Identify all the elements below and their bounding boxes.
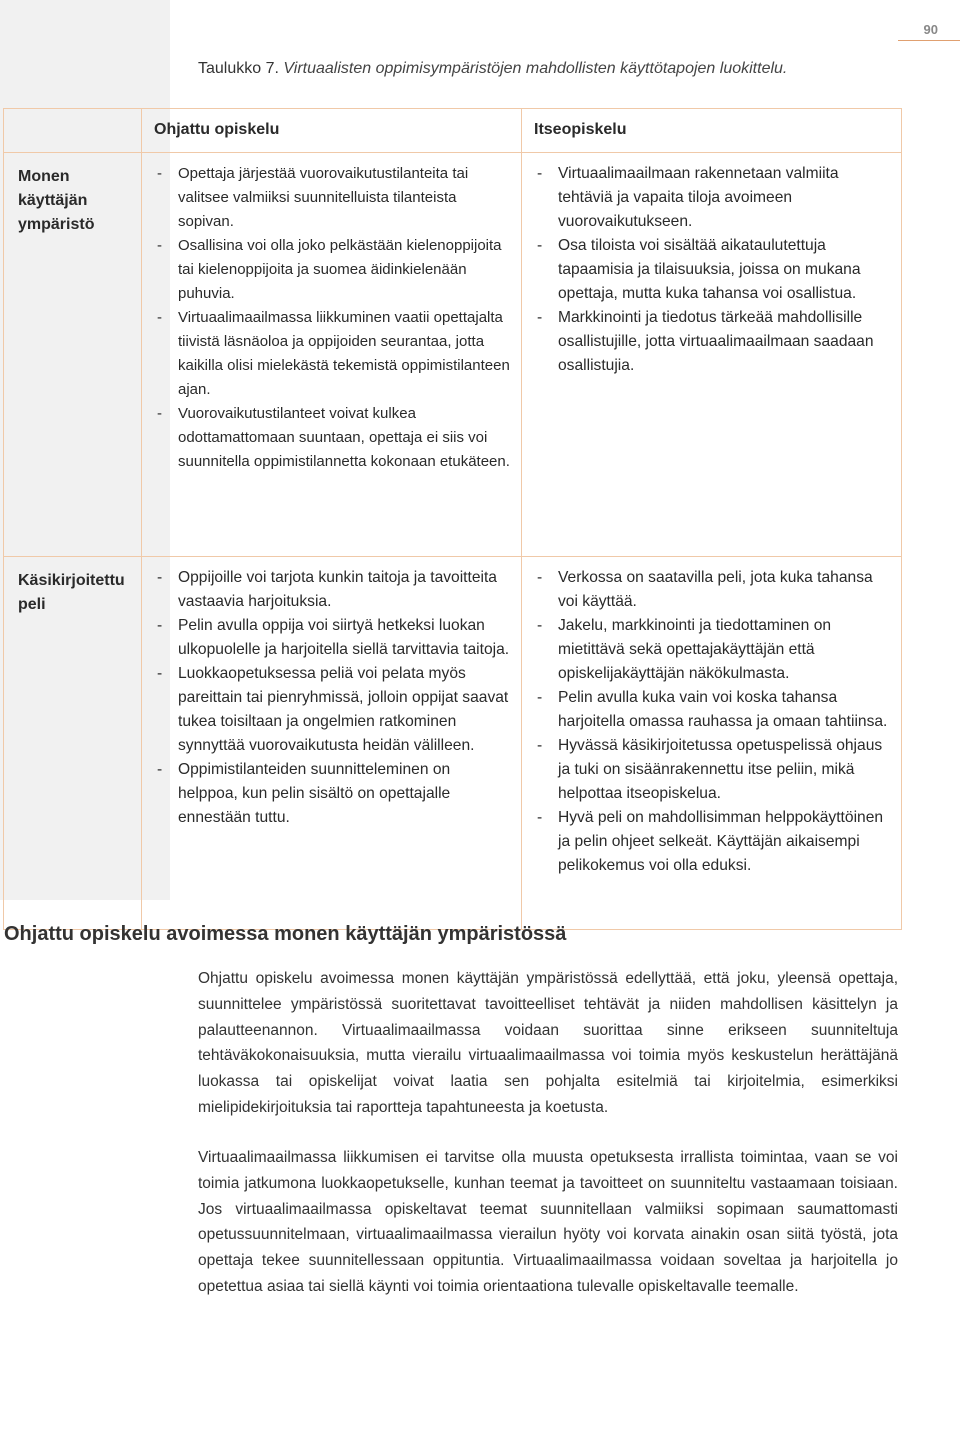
usage-classification-table bbox=[3, 108, 902, 930]
list-item: - Virtuaalimaailmassa liikkuminen vaatii opettajalta tiivistä läsnäoloa ja oppijoiden seurantaa, jotta kaikilla olisi mielekästä tekemistä oppimistilanteen ajan. bbox=[154, 306, 511, 402]
list-item: - Jakelu, markkinointi ja tiedottaminen on mietittävä sekä opettajakäyttäjän että opiskelijakäyttäjän näkökulmasta. bbox=[534, 614, 891, 686]
list-item: - Oppijoille voi tarjota kunkin taitoja ja tavoitteita vastaavia harjoituksia. bbox=[154, 566, 511, 614]
page-number-rule bbox=[898, 40, 960, 41]
guided-cell-multiuser bbox=[142, 153, 522, 557]
self-list-game bbox=[534, 566, 891, 878]
table-row bbox=[4, 557, 902, 930]
table-header-row bbox=[4, 109, 902, 153]
list-item: - Osallisina voi olla joko pelkästään kielenoppijoita tai kielenoppijoita ja suomea äidinkielenään puhuvia. bbox=[154, 234, 511, 306]
guided-list-game bbox=[154, 566, 511, 830]
list-item: - Pelin avulla kuka vain voi koska tahansa harjoitella omassa rauhassa ja omaan tahtiinsa. bbox=[534, 686, 891, 734]
guided-list-multiuser bbox=[154, 162, 511, 474]
list-item: - Virtuaalimaailmaan rakennetaan valmiita tehtäviä ja vapaita tiloja avoimeen vuorovaikutukseen. bbox=[534, 162, 891, 234]
table-caption bbox=[198, 60, 787, 78]
body-paragraph-2: Virtuaalimaailmassa liikkumisen ei tarvitse olla muusta opetuksesta irrallista toimintaa, vaan se voi toimia jatkumona luokkaopetukselle, kunhan teemat ja tavoitteet on suunniteltu vastaamaan toisiaan. Jos virtuaalimaailmassa opiskeltavat teemat suunnitellaan valmiiksi sopimaan saumattomasti opetussuunnitelmaan, virtuaalimaailmassa vierailun hyöty voi korvata ainakin osan siitä työstä, jota opettaja tekee suunnitellessaan oppituntia. Virtuaalimaailmassa voidaan soveltaa ja harjoitella jo opetettua asiaa tai siellä käynti voi toimia orientaationa tulevalle opiskeltavalle teemalle. bbox=[198, 1149, 898, 1295]
list-item: - Oppimistilanteiden suunnitteleminen on helppoa, kun pelin sisältö on opettajalle ennestään tuttu. bbox=[154, 758, 511, 830]
self-list-multiuser bbox=[534, 162, 891, 378]
corner-cell bbox=[4, 109, 142, 153]
col-header-self: Itseopiskelu bbox=[522, 109, 902, 153]
row-label-multiuser: Monen käyttäjän ympäristö bbox=[4, 153, 142, 557]
col-header-guided: Ohjattu opiskelu bbox=[142, 109, 522, 153]
list-item: - Markkinointi ja tiedotus tärkeää mahdollisille osallistujille, jotta virtuaalimaailmaan saadaan osallistujia. bbox=[534, 306, 891, 378]
list-item: - Hyvässä käsikirjoitetussa opetuspelissä ohjaus ja tuki on sisäänrakennettu itse peliin, mikä helpottaa itseopiskelua. bbox=[534, 734, 891, 806]
caption-title: Virtuaalisten oppimisympäristöjen mahdollisten käyttötapojen luokittelu. bbox=[283, 60, 788, 77]
list-item: - Luokkaopetuksessa peliä voi pelata myös pareittain tai pienryhmissä, jolloin oppijat saavat tukea toisiltaan ja ongelmien ratkominen synnyttää vuorovaikutusta heidän välilleen. bbox=[154, 662, 511, 758]
section-heading: Ohjattu opiskelu avoimessa monen käyttäjän ympäristössä bbox=[4, 923, 567, 945]
body-paragraph-1: Ohjattu opiskelu avoimessa monen käyttäjän ympäristössä edellyttää, että joku, yleensä opettaja, suunnittelee ympäristössä suoritettavat tavoitteelliset tehtävät ja niiden mahdollisen käsittelyn ja palautteenannon. Virtuaalimaailmassa voidaan suorittaa sinne erikseen suunniteltuja tehtäväkokonaisuuksia, mutta vierailu virtuaalimaailmassa voi toimia myös keskustelun herättäjänä luokassa tai opiskelijat voivat laatia sen pohjalta esitelmiä tai kirjoitelmia, esimerkiksi mielipidekirjoituksia tai raportteja tapahtuneesta ja koetusta. bbox=[198, 970, 898, 1116]
list-item: - Verkossa on saatavilla peli, jota kuka tahansa voi käyttää. bbox=[534, 566, 891, 614]
page-number: 90 bbox=[923, 22, 938, 37]
row-label-scripted-game: Käsikirjoitettu peli bbox=[4, 557, 142, 930]
caption-prefix: Taulukko 7. bbox=[198, 60, 279, 77]
list-item: - Pelin avulla oppija voi siirtyä hetkeksi luokan ulkopuolelle ja harjoitella siellä tarvittavia taitoja. bbox=[154, 614, 511, 662]
list-item: - Opettaja järjestää vuorovaikutustilanteita tai valitsee valmiiksi suunnitelluista tilanteista sopivan. bbox=[154, 162, 511, 234]
list-item: - Osa tiloista voi sisältää aikataulutettuja tapaamisia ja tilaisuuksia, joissa on mukana opettaja, mutta kuka tahansa voi osallistua. bbox=[534, 234, 891, 306]
self-cell-game bbox=[522, 557, 902, 930]
guided-cell-game bbox=[142, 557, 522, 930]
self-cell-multiuser bbox=[522, 153, 902, 557]
table-row bbox=[4, 153, 902, 557]
list-item: - Vuorovaikutustilanteet voivat kulkea odottamattomaan suuntaan, opettaja ei siis voi suunnitella oppimistilannetta kokonaan etukäteen. bbox=[154, 402, 511, 474]
list-item: - Hyvä peli on mahdollisimman helppokäyttöinen ja pelin ohjeet selkeät. Käyttäjän aikaisempi pelikokemus voi olla eduksi. bbox=[534, 806, 891, 878]
